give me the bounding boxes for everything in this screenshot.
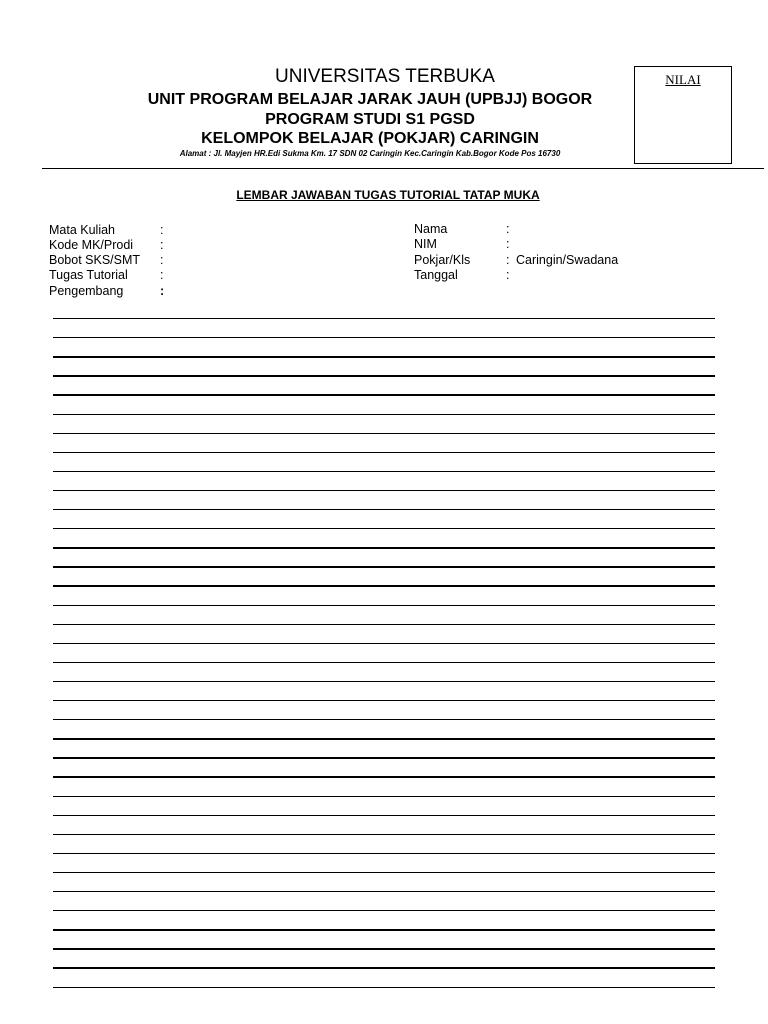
field-colon: : [160, 238, 164, 252]
study-group: KELOMPOK BELAJAR (POKJAR) CARINGIN [201, 130, 539, 147]
field-colon: : [160, 268, 164, 282]
answer-line-16[interactable] [53, 605, 715, 606]
answer-line-11[interactable] [53, 509, 715, 510]
field-label-mata-kuliah: Mata Kuliah [49, 223, 116, 237]
field-colon: : [506, 268, 510, 282]
answer-line-12[interactable] [53, 528, 715, 529]
answer-line-22[interactable] [53, 719, 715, 720]
header-divider [42, 168, 764, 169]
answer-line-24[interactable] [53, 757, 715, 758]
field-value-pokjar-kls[interactable]: Caringin/Swadana [516, 253, 619, 267]
study-program: PROGRAM STUDI S1 PGSD [265, 111, 475, 128]
answer-line-1[interactable] [53, 318, 715, 319]
answer-line-17[interactable] [53, 624, 715, 625]
field-colon: : [160, 223, 164, 237]
answer-line-26[interactable] [53, 796, 715, 797]
field-label-tugas-tutorial: Tugas Tutorial [49, 268, 128, 282]
field-colon: : [160, 284, 165, 298]
document-title: LEMBAR JAWABAN TUGAS TUTORIAL TATAP MUKA [236, 188, 540, 202]
field-label-tanggal: Tanggal [414, 268, 458, 282]
answer-line-5[interactable] [53, 394, 715, 395]
field-label-kode-mk: Kode MK/Prodi [49, 238, 134, 252]
answer-line-29[interactable] [53, 853, 715, 854]
answer-line-6[interactable] [53, 414, 715, 415]
answer-line-15[interactable] [53, 585, 715, 586]
answer-line-8[interactable] [53, 452, 715, 453]
answer-line-7[interactable] [53, 433, 715, 434]
field-label-nama: Nama [414, 222, 448, 236]
answer-line-27[interactable] [53, 815, 715, 816]
answer-line-9[interactable] [53, 471, 715, 472]
answer-line-36[interactable] [53, 987, 715, 988]
field-label-nim: NIM [414, 237, 437, 251]
field-label-bobot-sks: Bobot SKS/SMT [49, 253, 141, 267]
field-colon: : [506, 253, 510, 267]
answer-line-35[interactable] [53, 967, 715, 968]
answer-line-25[interactable] [53, 776, 715, 777]
answer-line-19[interactable] [53, 662, 715, 663]
score-label: NILAI [665, 72, 701, 87]
answer-line-20[interactable] [53, 681, 715, 682]
field-label-pengembang: Pengembang [49, 284, 124, 298]
answer-line-33[interactable] [53, 929, 715, 930]
address-line: Alamat : Jl. Mayjen HR.Edi Sukma Km. 17 SDN 02 Caringin Kec.Caringin Kab.Bogor Kode Pos 16730 [179, 149, 561, 158]
answer-line-18[interactable] [53, 643, 715, 644]
score-box[interactable] [634, 66, 732, 164]
answer-line-2[interactable] [53, 337, 715, 338]
field-colon: : [506, 222, 510, 236]
answer-line-28[interactable] [53, 834, 715, 835]
unit-name: UNIT PROGRAM BELAJAR JARAK JAUH (UPBJJ) BOGOR [147, 91, 593, 108]
answer-line-21[interactable] [53, 700, 715, 701]
answer-line-30[interactable] [53, 872, 715, 873]
answer-line-32[interactable] [53, 910, 715, 911]
field-colon: : [506, 237, 510, 251]
answer-line-4[interactable] [53, 375, 715, 376]
field-label-pokjar-kls: Pokjar/Kls [414, 253, 471, 267]
answer-line-13[interactable] [53, 547, 715, 548]
answer-line-3[interactable] [53, 356, 715, 357]
university-name: UNIVERSITAS TERBUKA [275, 66, 495, 87]
answer-line-10[interactable] [53, 490, 715, 491]
field-colon: : [160, 253, 164, 267]
answer-line-34[interactable] [53, 948, 715, 949]
answer-line-23[interactable] [53, 738, 715, 739]
answer-line-31[interactable] [53, 891, 715, 892]
answer-line-14[interactable] [53, 566, 715, 567]
